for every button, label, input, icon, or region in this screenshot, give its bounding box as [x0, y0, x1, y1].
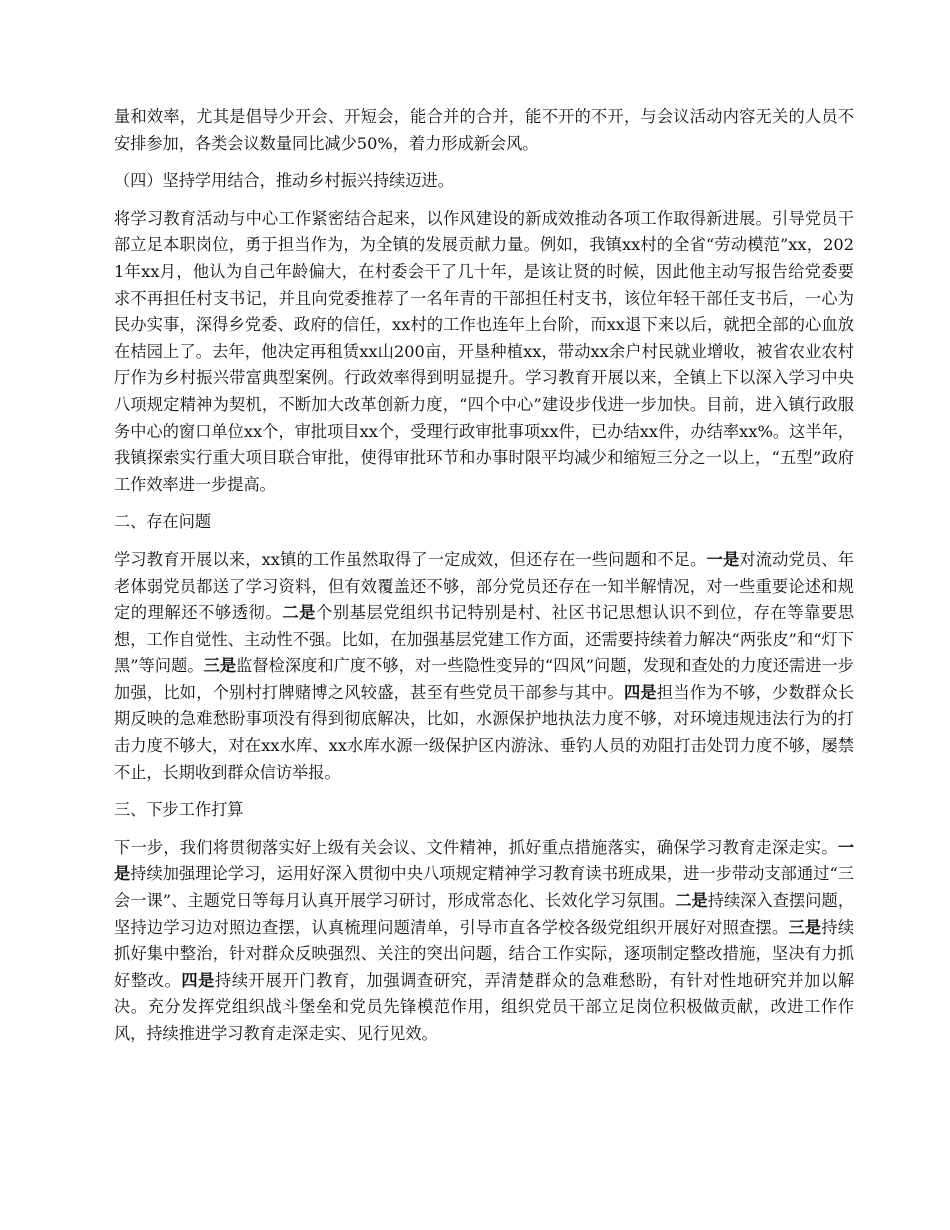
section-two-text-c: 对流动党员、年老体弱党员都送了学习资料，但有效覆盖还不够，部分党员还存在一知半解情况，对一些重要论述和规定的理解还不够透彻。 — [114, 549, 854, 623]
section-three-point-1-label: 一是 — [114, 837, 854, 884]
section-three-text-c: 持续加强理论学习，运用好深入贯彻中央八项规定精神学习教育读书班成果，进一步带动支部通过“三会一课”、主题党日等每月认真开展学习研讨，形成常态化、长效化学习氛围。 — [114, 864, 854, 911]
section-two-point-2-label: 二是 — [282, 603, 316, 623]
section-three-point-4-label: 四是 — [181, 970, 216, 990]
intro-paragraph: 量和效率，尤其是倡导少开会、开短会，能合并的合并，能不开的不开，与会议活动内容无关的人员不安排参加，各类会议数量同比减少50%，着力形成新会风。 — [114, 107, 854, 153]
section-two-point-3-label: 三是 — [203, 656, 237, 676]
section-three-point-2-label: 二是 — [675, 891, 708, 911]
section-three-paragraph — [114, 835, 854, 1048]
section-three-text-e: 持续抓好集中整治，针对群众反映强烈、关注的突出问题，结合工作实际，逐项制定整改措施，坚决有力抓好整改。 — [114, 917, 855, 990]
section-four-heading: （四）坚持学用结合，推动乡村振兴持续迈进。 — [114, 171, 454, 191]
section-two-paragraph — [114, 547, 854, 786]
section-three-point-3-label: 三是 — [788, 917, 822, 937]
document-page — [114, 104, 854, 1059]
section-three-heading: 三、下步工作打算 — [114, 800, 244, 820]
section-four-paragraph: 将学习教育活动与中心工作紧密结合起来，以作风建设的新成效推动各项工作取得新进展。引导党员干部立足本职岗位，勇于担当作为，为全镇的发展贡献力量。例如，我镇xx村的全省“劳动模范”xx，2021年xx月，他认为自己年龄偏大，在村委会干了几十年，是该让贤的时候，因此他主动写报告给党委要求不再担任村支书记，并且向党委推荐了一名年青的干部担任村支书，该位年轻干部任支书后，一心为民办实事，深得乡党委、政府的信任，xx村的工作也连年上台阶，而xx退下来以后，就把全部的心血放在桔园上了。去年，他决定再租赁xx山200亩，开垦种植xx，带动xx余户村民就业增收，被省农业农村厅作为乡村振兴带富典型案例。行政效率得到明显提升。学习教育开展以来，全镇上下以深入学习中央八项规定精神为契机，不断加大改革创新力度，“四个中心”建设步伐进一步加快。目前，进入镇行政服务中心的窗口单位xx个，审批项目xx个，受理行政审批事项xx件，已办结xx件，办结率xx%。这半年，我镇探索实行重大项目联合审批，使得审批环节和办事时限平均减少和缩短三分之一以上，“五型”政府工作效率进一步提高。 — [114, 208, 854, 494]
section-two-text-f: 担当作为不够，少数群众长期反映的急难愁盼事项没有得到彻底解决，比如，水源保护地执法力度不够，对环境违规违法行为的打击力度不够大，对在xx水库、xx水库水源一级保护区内游泳、垂钓人员的劝阻打击处罚力度不够，屡禁不止，长期收到群众信访举报。 — [114, 682, 855, 782]
section-two-text-a: 学习教育开展以来，xx镇的工作虽然取得了一定成效，但还存在一些问题和不足。 — [114, 549, 707, 569]
section-three-text-d: 持续深入查摆问题，坚持边学习边对照边查摆，认真梳理问题清单，引导市直各学校各级党组织开展好对照查摆。 — [114, 891, 855, 937]
section-two-heading: 二、存在问题 — [114, 512, 212, 532]
section-three-text-f: 持续开展开门教育，加强调查研究，弄清楚群众的急难愁盼，有针对性地研究并加以解决。充分发挥党组织战斗堡垒和党员先锋模范作用，组织党员干部立足岗位积极做贡献，改进工作作风，持续推进学习教育走深走实、见行见效。 — [114, 970, 855, 1043]
section-three-text-a: 下一步，我们将贯彻落实好上级有关会议、文件精神，抓好重点措施落实，确保学习教育走深走实。 — [114, 837, 838, 857]
section-two-point-1-label: 一是 — [706, 549, 740, 569]
section-two-text-d: 个别基层党组织书记特别是村、社区书记思想认识不到位，存在等靠要思想，工作自觉性、主动性不强。比如，在加强基层党建工作方面，还需要持续着力解决“两张皮”和“灯下黑”等问题。 — [114, 603, 855, 676]
section-two-point-4-label: 四是 — [623, 682, 657, 702]
section-two-text-e: 监督检深度和广度不够，对一些隐性变异的“四风”问题，发现和查处的力度还需进一步加强，比如，个别村打牌赌博之风较盛，甚至有些党员干部参与其中。 — [114, 656, 854, 702]
